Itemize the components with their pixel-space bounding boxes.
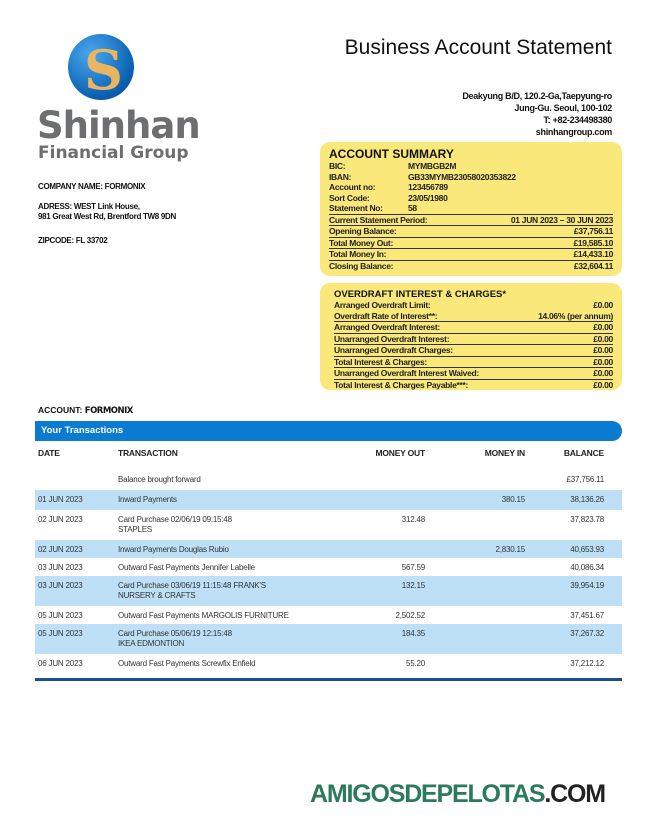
row-label: Arranged Overdraft Limit: [334, 300, 431, 310]
company-name: COMPANY NAME: FORMONIX [38, 182, 146, 191]
account-name: FORMONIX [84, 406, 133, 416]
row-label: Unarranged Overdraft Charges: [334, 345, 453, 355]
row-value: MYMBGB2M [408, 161, 457, 171]
row-money-in [425, 563, 525, 576]
bank-website: shinhangroup.com [535, 127, 612, 137]
row-value: 01 JUN 2023 – 30 JUN 2023 [510, 214, 613, 225]
row-value: 58 [408, 203, 417, 213]
row-balance: 37,267.32 [570, 629, 604, 638]
summary-row [334, 311, 613, 322]
row-date: 03 JUN 2023 [38, 581, 83, 590]
desc-line: Outward Fast Payments MARGOLIS FURNITURE [118, 611, 289, 620]
desc-line-2: STAPLES [118, 525, 153, 534]
row-label: Total Money In: [329, 249, 387, 259]
account-summary [320, 142, 622, 276]
row-transaction [118, 581, 348, 606]
row-transaction [118, 475, 348, 490]
table-row [35, 654, 622, 676]
summary-row [329, 203, 613, 214]
row-value: £37,756.11 [573, 226, 613, 236]
row-label: Opening Balance: [329, 226, 397, 236]
row-value: 123456789 [408, 182, 448, 192]
row-balance: 40,086.34 [570, 563, 604, 572]
desc-line-2: IKEA EDMONTION [118, 639, 185, 648]
row-label: Arranged Overdraft Interest: [334, 322, 440, 332]
row-date: 01 JUN 2023 [38, 495, 83, 504]
transactions-table [35, 444, 622, 676]
row-label: Current Statement Period: [329, 214, 428, 225]
row-money-out: 184.35 [401, 629, 425, 638]
watermark-tld: .COM [544, 780, 605, 808]
row-date: 02 JUN 2023 [38, 545, 83, 554]
row-date: 06 JUN 2023 [38, 659, 83, 668]
summary-row [329, 193, 613, 204]
watermark [310, 780, 630, 809]
page-title: Business Account Statement [344, 36, 612, 59]
row-value: £0.00 [593, 322, 613, 332]
row-value: 23/05/1980 [408, 192, 448, 203]
row-value: £14,433.10 [573, 249, 613, 259]
bank-phone: T: +82-234498380 [543, 115, 612, 125]
summary-row [334, 333, 613, 345]
row-money-out: 567.59 [401, 563, 425, 572]
row-money-in: 2,830.15 [495, 545, 525, 554]
row-balance: 37,212.12 [570, 659, 604, 668]
row-value: GB33MYMB23058020353822 [408, 171, 516, 182]
bank-address [462, 90, 612, 138]
row-balance: 37,823.78 [570, 515, 604, 524]
logo-s-mark: S [84, 38, 123, 102]
row-transaction [118, 495, 348, 510]
bank-address-line: Jung-Gu. Seoul, 100-102 [514, 103, 612, 113]
row-money-in: 380.15 [501, 495, 525, 504]
row-label: Overdraft Rate of Interest**: [334, 310, 438, 321]
table-row [35, 470, 622, 490]
table-row [35, 576, 622, 606]
row-label: Closing Balance: [329, 260, 394, 271]
company-zipcode: ZIPCODE: FL 33702 [38, 236, 108, 245]
col-money-in: MONEY IN [484, 448, 525, 458]
transactions-header-bar: Your Transactions [35, 421, 622, 441]
table-row [35, 606, 622, 624]
address-line: 981 Great West Rd, Brentford TW8 9DN [38, 212, 176, 221]
col-date: DATE [38, 448, 60, 458]
row-date: 05 JUN 2023 [38, 629, 83, 638]
row-transaction [118, 611, 348, 624]
desc-line: Card Purchase 03/06/19 11:15:48 FRANK'S [118, 581, 266, 590]
row-money-out [348, 475, 425, 490]
account-label [38, 405, 133, 416]
table-row [35, 624, 622, 654]
row-money-out [348, 495, 425, 510]
watermark-main: AMIGOSDEPELOTAS [310, 780, 545, 808]
row-value: £0.00 [593, 300, 613, 310]
row-balance: 39,954.19 [570, 581, 604, 590]
row-date: 02 JUN 2023 [38, 515, 83, 524]
row-balance: 40,653.93 [570, 545, 604, 554]
overdraft-title: OVERDRAFT INTEREST & CHARGES* [334, 289, 507, 300]
address-line: ADRESS: WEST Link House, [38, 202, 140, 211]
overdraft-summary [320, 283, 622, 390]
summary-row [329, 237, 613, 249]
row-money-out: 312.48 [401, 515, 425, 524]
row-balance: £37,756.11 [566, 475, 604, 484]
row-value: £0.00 [593, 379, 613, 390]
company-address [38, 202, 176, 222]
row-value: £0.00 [593, 356, 613, 367]
summary-row [329, 260, 613, 272]
row-transaction [118, 515, 348, 540]
brand-subtitle: Financial Group [38, 143, 189, 163]
row-value: £32,604.11 [573, 260, 613, 271]
summary-row [329, 172, 613, 183]
row-value: £0.00 [593, 345, 613, 355]
table-row [35, 490, 622, 510]
summary-row [329, 214, 613, 226]
desc-line: Balance brought forward [118, 475, 201, 484]
row-date: 03 JUN 2023 [38, 563, 83, 572]
row-label: Account no: [329, 182, 376, 192]
summary-row [329, 248, 613, 260]
summary-row [334, 379, 613, 391]
table-row [35, 510, 622, 540]
desc-line: Card Purchase 05/06/19 12:15:48 [118, 629, 232, 638]
row-money-in [425, 475, 525, 490]
summary-row [329, 225, 613, 237]
row-money-in [425, 659, 525, 676]
summary-row [329, 182, 613, 193]
desc-line: Outward Fast Payments Jennifer Labelle [118, 563, 255, 572]
row-money-out: 132.15 [401, 581, 425, 590]
row-value: £0.00 [593, 368, 613, 378]
summary-row [334, 356, 613, 368]
row-money-in [425, 629, 525, 654]
summary-row [334, 321, 613, 333]
row-label: IBAN: [329, 171, 352, 182]
row-label: Total Interest & Charges: [334, 356, 427, 367]
row-label: Unarranged Overdraft Interest Waived: [334, 368, 479, 378]
row-money-in [425, 515, 525, 540]
desc-line: Inward Payments Douglas Rubio [118, 545, 229, 554]
row-transaction [118, 629, 348, 654]
col-money-out: MONEY OUT [375, 448, 425, 458]
summary-row [329, 161, 613, 172]
col-balance: BALANCE [563, 448, 604, 458]
summary-row [334, 367, 613, 379]
row-balance: 37,451.67 [570, 611, 604, 620]
row-value: £19,585.10 [573, 237, 613, 248]
desc-line: Card Purchase 02/06/19 09:15:48 [118, 515, 232, 524]
row-transaction [118, 563, 348, 576]
summary-title: ACCOUNT SUMMARY [329, 147, 454, 161]
table-row [35, 558, 622, 576]
desc-line: Outward Fast Payments Screwfix Enfield [118, 659, 256, 668]
desc-line-2: NURSERY & CRAFTS [118, 591, 196, 600]
table-header [35, 444, 622, 470]
desc-line: Inward Payments [118, 495, 177, 504]
row-label: Sort Code: [329, 192, 370, 203]
summary-row [334, 344, 613, 356]
bank-address-line: Deakyung B/D, 120.2-Ga,Taepyung-ro [462, 91, 612, 101]
row-money-in [425, 581, 525, 606]
row-money-in [425, 611, 525, 624]
row-money-out [348, 545, 425, 558]
row-money-out: 2,502.52 [395, 611, 425, 620]
row-value: 14.06% (per annum) [538, 310, 613, 321]
row-label: BIC: [329, 161, 346, 171]
row-money-out: 55.20 [405, 659, 425, 668]
table-row [35, 540, 622, 558]
brand-name: Shinhan [37, 104, 200, 147]
account-label-text: ACCOUNT: [38, 405, 83, 415]
row-date: 05 JUN 2023 [38, 611, 83, 620]
row-date [35, 475, 118, 490]
row-balance: 38,136.26 [570, 495, 604, 504]
summary-row [334, 300, 613, 311]
row-value: £0.00 [593, 333, 613, 344]
row-transaction [118, 545, 348, 558]
row-label: Total Money Out: [329, 237, 393, 248]
row-label: Unarranged Overdraft Interest: [334, 333, 450, 344]
row-transaction [118, 659, 348, 676]
row-label: Total Interest & Charges Payable***: [334, 379, 469, 390]
table-end-divider [35, 678, 622, 681]
col-transaction: TRANSACTION [118, 448, 178, 458]
row-label: Statement No: [329, 203, 383, 213]
